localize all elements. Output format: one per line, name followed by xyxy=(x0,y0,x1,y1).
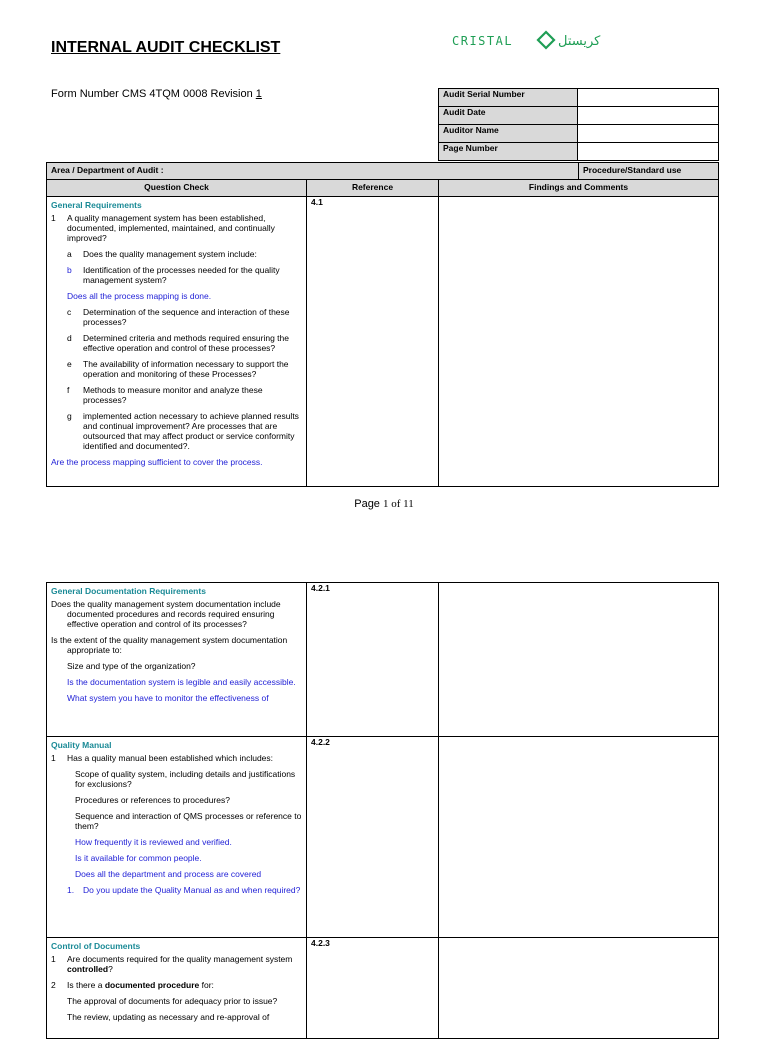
item-text: Determined criteria and methods required ensuring the effective operation and control of these processes? xyxy=(83,333,290,353)
column-header-reference: Reference xyxy=(307,180,439,197)
meta-row xyxy=(439,143,719,161)
list-item xyxy=(51,333,302,353)
item-text: Does the quality management system include: xyxy=(83,249,257,259)
list-item xyxy=(51,359,302,379)
item-letter: d xyxy=(67,333,72,343)
page-current: 1 xyxy=(382,498,389,510)
list-item xyxy=(51,980,302,990)
reference-number: 4.2.1 xyxy=(311,583,330,593)
item-text: The availability of information necessary to support the operation and monitoring of these Processes? xyxy=(83,359,289,379)
list-item xyxy=(51,307,302,327)
meta-row xyxy=(439,125,719,143)
section-title: Quality Manual xyxy=(51,740,112,750)
header-row xyxy=(47,180,719,197)
logo-arabic-text: كريستل xyxy=(558,34,601,49)
auditor-note: Is the documentation system is legible and easily accessible. xyxy=(67,677,296,687)
table-row xyxy=(47,737,719,938)
item-number: 1. xyxy=(67,885,75,895)
item-text: Do you update the Quality Manual as and when required? xyxy=(83,885,301,895)
question-text: The review, updating as necessary and re-approval of xyxy=(67,1012,270,1022)
list-item xyxy=(51,213,302,243)
logo-diamond-icon xyxy=(538,32,554,48)
audit-date-field[interactable] xyxy=(578,107,719,125)
column-header-findings: Findings and Comments xyxy=(439,180,719,197)
question-text: Size and type of the organization? xyxy=(67,661,196,671)
section-title: General Documentation Requirements xyxy=(51,586,206,596)
page-total: 11 xyxy=(403,498,414,510)
findings-cell[interactable] xyxy=(439,583,719,737)
audit-serial-number-field[interactable] xyxy=(578,89,719,107)
form-number-label: Form Number CMS 4TQM 0008 Revision xyxy=(51,88,256,100)
form-number xyxy=(51,88,262,100)
procedure-standard-label: Procedure/Standard use xyxy=(579,163,719,180)
question-text: Sequence and interaction of QMS processes or reference to them? xyxy=(75,811,302,831)
list-item xyxy=(51,753,302,763)
area-department-label: Area / Department of Audit : xyxy=(47,163,579,180)
reference-cell xyxy=(307,583,439,737)
item-text: Are documents required for the quality management system controlled? xyxy=(67,954,293,974)
auditor-note: Does all the process mapping is done. xyxy=(67,291,212,301)
item-text: Determination of the sequence and interaction of these processes? xyxy=(83,307,290,327)
table-row xyxy=(47,583,719,737)
auditor-note: Is it available for common people. xyxy=(75,853,202,863)
column-header-question: Question Check xyxy=(47,180,307,197)
question-text: The approval of documents for adequacy prior to issue? xyxy=(67,996,278,1006)
meta-label: Auditor Name xyxy=(439,125,578,143)
revision-number: 1 xyxy=(255,88,262,100)
item-letter: e xyxy=(67,359,72,369)
findings-cell[interactable] xyxy=(439,938,719,1039)
list-item xyxy=(51,249,302,259)
item-letter: f xyxy=(67,385,70,395)
section-title: Control of Documents xyxy=(51,941,141,951)
item-text: A quality management system has been established, documented, implemented, maintained, and continually improved? xyxy=(67,213,275,243)
cristal-logo-icon xyxy=(452,28,638,54)
cristal-logo xyxy=(452,28,638,54)
meta-row xyxy=(439,89,719,107)
logo-latin-text: CRISTAL xyxy=(452,34,514,48)
item-text: implemented action necessary to achieve planned results and continual improvement? Are processes that are outsourced that may affect product or service conformity identified and documented?. xyxy=(83,411,299,451)
meta-label: Page Number xyxy=(439,143,578,161)
area-row xyxy=(47,163,719,180)
meta-row xyxy=(439,107,719,125)
reference-cell xyxy=(307,938,439,1039)
page-indicator xyxy=(0,498,768,510)
findings-cell[interactable] xyxy=(439,737,719,938)
question-cell xyxy=(47,737,307,938)
item-text: Is there a documented procedure for: xyxy=(67,980,214,990)
document-title: INTERNAL AUDIT CHECKLIST xyxy=(51,39,281,56)
auditor-note: Are the process mapping sufficient to cover the process. xyxy=(51,457,263,467)
auditor-note: Does all the department and process are covered xyxy=(75,869,262,879)
table-row xyxy=(47,938,719,1039)
item-letter: c xyxy=(67,307,72,317)
question-text: Scope of quality system, including details and justifications for exclusions? xyxy=(75,769,296,789)
audit-checklist-table xyxy=(46,162,719,487)
reference-number: 4.2.2 xyxy=(311,737,330,747)
findings-cell[interactable] xyxy=(439,197,719,487)
question-text: Procedures or references to procedures? xyxy=(75,795,230,805)
item-letter: a xyxy=(67,249,72,259)
auditor-note: What system you have to monitor the effectiveness of xyxy=(67,693,269,703)
item-number: 1 xyxy=(51,213,56,223)
item-text: Identification of the processes needed for the quality management system? xyxy=(83,265,280,285)
meta-label: Audit Date xyxy=(439,107,578,125)
list-item xyxy=(51,885,302,895)
question-cell xyxy=(47,938,307,1039)
item-letter: g xyxy=(67,411,72,421)
page-word: Page xyxy=(354,498,383,510)
item-number: 1 xyxy=(51,954,56,964)
table-row xyxy=(47,197,719,487)
reference-number: 4.2.3 xyxy=(311,938,330,948)
meta-label: Audit Serial Number xyxy=(439,89,578,107)
auditor-name-field[interactable] xyxy=(578,125,719,143)
page-number-field[interactable] xyxy=(578,143,719,161)
list-item xyxy=(51,385,302,405)
item-number: 1 xyxy=(51,753,56,763)
section-title: General Requirements xyxy=(51,200,142,210)
item-text: Has a quality manual been established which includes: xyxy=(67,753,274,763)
question-cell xyxy=(47,197,307,487)
page-of: of xyxy=(388,498,404,510)
audit-meta-table xyxy=(438,88,719,161)
question-cell xyxy=(47,583,307,737)
auditor-note: How frequently it is reviewed and verified. xyxy=(75,837,232,847)
question-text: Is the extent of the quality management system documentation appropriate to: xyxy=(51,635,288,655)
reference-cell xyxy=(307,197,439,487)
question-text: Does the quality management system documentation include documented procedures and records required ensuring effective operation and control of its processes? xyxy=(51,599,281,629)
item-text: Methods to measure monitor and analyze these processes? xyxy=(83,385,263,405)
audit-checklist-table-page2 xyxy=(46,582,719,1039)
list-item xyxy=(51,265,302,285)
item-number: 2 xyxy=(51,980,56,990)
item-letter: b xyxy=(67,265,72,275)
reference-cell xyxy=(307,737,439,938)
reference-number: 4.1 xyxy=(311,197,323,207)
list-item xyxy=(51,954,302,974)
list-item xyxy=(51,411,302,451)
